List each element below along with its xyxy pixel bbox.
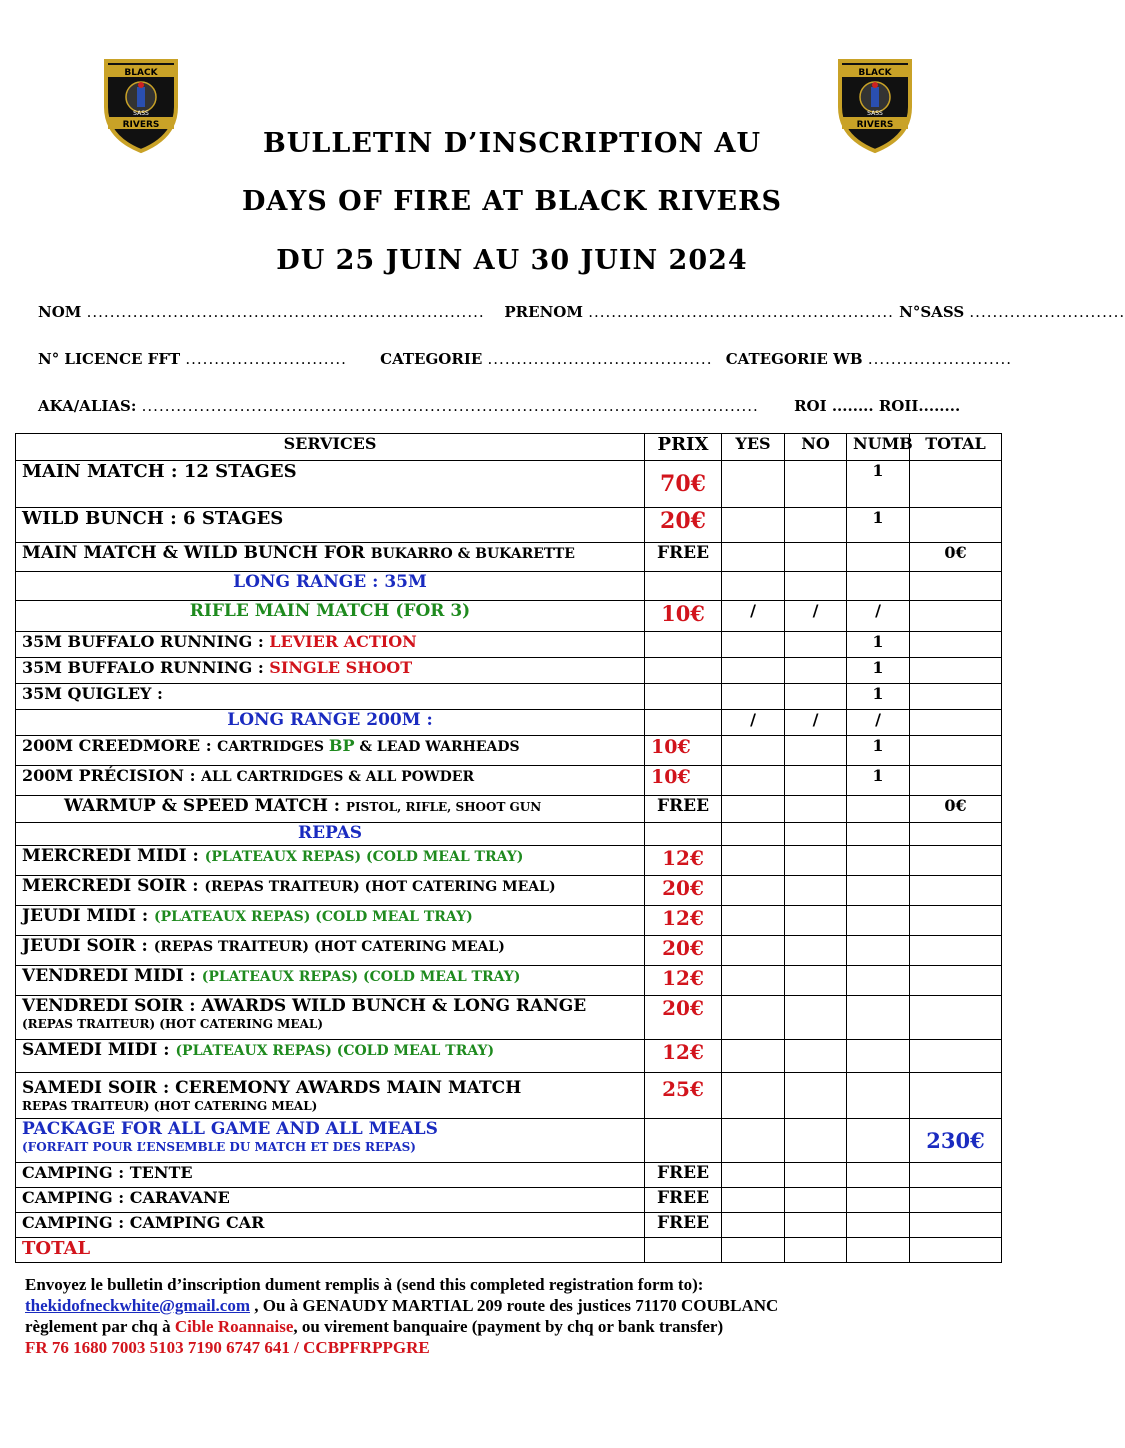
- warmup-label: [16, 796, 645, 823]
- meal-yes[interactable]: [722, 906, 785, 936]
- meal-desc: (PLATEAUX REPAS) (COLD MEAL TRAY): [204, 849, 524, 865]
- header-prix: PRIX: [645, 434, 722, 461]
- table-row: [16, 1188, 1002, 1213]
- fields-row-2: [38, 350, 1012, 368]
- buffalo-levier-label: [16, 632, 645, 658]
- nom-field[interactable]: .....................................................................: [86, 303, 491, 321]
- table-row: [16, 710, 1002, 736]
- package-numb[interactable]: [847, 1119, 910, 1163]
- meal-no[interactable]: [785, 1040, 847, 1073]
- fields-row-3: [38, 397, 960, 415]
- meal-yes[interactable]: [722, 846, 785, 876]
- quigley-no[interactable]: [785, 684, 847, 710]
- meal-no[interactable]: [785, 936, 847, 966]
- meal-no[interactable]: [785, 1073, 847, 1119]
- meal-numb[interactable]: [847, 1040, 910, 1073]
- table-row: [16, 1119, 1002, 1163]
- header-numb: NUMB: [847, 434, 910, 461]
- meal-yes[interactable]: [722, 996, 785, 1040]
- table-row: [16, 936, 1002, 966]
- logo-text-black: BLACK: [858, 68, 892, 78]
- grand-total-field[interactable]: [910, 1238, 1002, 1263]
- main-match-numb: 1: [847, 461, 910, 508]
- aka-field[interactable]: ...........................................................................................................: [141, 397, 759, 415]
- buffalo-levier-total[interactable]: [910, 632, 1002, 658]
- main-match-prix: 70€: [645, 461, 722, 508]
- total-label: TOTAL: [16, 1238, 645, 1263]
- meal-label: [16, 906, 645, 936]
- bukarro-total: 0€: [910, 543, 1002, 572]
- package-sub: (FORFAIT POUR L’ENSEMBLE DU MATCH ET DES REPAS): [22, 1140, 416, 1154]
- meal-day: MERCREDI MIDI :: [22, 846, 205, 866]
- meal-total[interactable]: [910, 1073, 1002, 1119]
- meal-day: JEUDI SOIR :: [22, 936, 154, 956]
- title-line-2: DAYS OF FIRE AT BLACK RIVERS: [241, 186, 783, 217]
- buffalo-single-yes[interactable]: [722, 658, 785, 684]
- header-services: SERVICES: [16, 434, 645, 461]
- rifle-prix: 10€: [645, 601, 722, 632]
- meal-no[interactable]: [785, 876, 847, 906]
- camping-yes[interactable]: [722, 1188, 785, 1213]
- meal-no[interactable]: [785, 906, 847, 936]
- long-range-35-heading: LONG RANGE : 35M: [16, 572, 645, 601]
- precision-no[interactable]: [785, 766, 847, 796]
- camping-prix: FREE: [645, 1213, 722, 1238]
- wild-bunch-total[interactable]: [910, 508, 1002, 543]
- table-row: [16, 601, 1002, 632]
- prenom-field[interactable]: .....................................................: [588, 303, 894, 321]
- samedi-soir-label: [16, 1073, 645, 1119]
- buffalo-single-text: 35M BUFFALO RUNNING :: [22, 658, 270, 677]
- meal-day: JEUDI MIDI :: [22, 906, 155, 926]
- samedi-midi-day: SAMEDI MIDI :: [22, 1040, 176, 1060]
- footer-line-1: Envoyez le bulletin d’inscription dument remplis à (send this completed registration form to):: [25, 1275, 704, 1294]
- table-row: [16, 572, 1002, 601]
- samedi-soir-prix: 25€: [645, 1073, 722, 1119]
- wild-bunch-numb: 1: [847, 508, 910, 543]
- buffalo-single-total[interactable]: [910, 658, 1002, 684]
- wild-bunch-label: WILD BUNCH : 6 STAGES: [16, 508, 645, 543]
- footer-club: Cible Roannaise: [174, 1317, 294, 1336]
- buffalo-levier-no[interactable]: [785, 632, 847, 658]
- nom-label: NOM: [38, 303, 82, 321]
- camping-yes[interactable]: [722, 1163, 785, 1188]
- meal-prix: 12€: [645, 966, 722, 996]
- aka-label: AKA/ALIAS:: [38, 397, 137, 415]
- meal-day: MERCREDI SOIR :: [22, 876, 205, 896]
- meal-desc: (PLATEAUX REPAS) (COLD MEAL TRAY): [201, 969, 521, 985]
- vendredi-soir-prix: 20€: [645, 996, 722, 1040]
- buffalo-single-numb: 1: [847, 658, 910, 684]
- meal-numb[interactable]: [847, 1073, 910, 1119]
- categorie-wb-field[interactable]: .........................: [867, 350, 1013, 368]
- buffalo-levier-yes[interactable]: [722, 632, 785, 658]
- creedmore-total[interactable]: [910, 736, 1002, 766]
- services-table: [15, 433, 1002, 1263]
- camping-prix: FREE: [645, 1163, 722, 1188]
- rifle-label: RIFLE MAIN MATCH (FOR 3): [16, 601, 645, 632]
- header-total: TOTAL: [910, 434, 1002, 461]
- warmup-prix: FREE: [645, 796, 722, 823]
- meal-prix: 20€: [645, 936, 722, 966]
- categorie-wb-label: CATEGORIE WB: [725, 350, 863, 368]
- footer-payment-b: , ou virement banquaire (payment by chq or bank transfer): [293, 1317, 724, 1336]
- meal-no[interactable]: [785, 846, 847, 876]
- creedmore-detail-b: & LEAD WARHEADS: [354, 739, 520, 755]
- precision-label: [16, 766, 645, 796]
- samedi-midi-prix: 12€: [645, 1040, 722, 1073]
- meal-label: [16, 876, 645, 906]
- camping-label: CAMPING : TENTE: [16, 1163, 645, 1188]
- logo-text-rivers: RIVERS: [856, 120, 894, 130]
- fields-row-1: [38, 303, 1125, 321]
- table-row: [16, 1040, 1002, 1073]
- licence-label: N° LICENCE FFT: [38, 350, 181, 368]
- table-row: [16, 876, 1002, 906]
- buffalo-levier-detail: LEVIER ACTION: [269, 632, 417, 651]
- meal-yes[interactable]: [722, 936, 785, 966]
- rifle-yes: /: [722, 601, 785, 632]
- meal-yes[interactable]: [722, 966, 785, 996]
- nsass-field[interactable]: ...........................: [969, 303, 1125, 321]
- rifle-numb: /: [847, 601, 910, 632]
- meal-yes[interactable]: [722, 876, 785, 906]
- rifle-no: /: [785, 601, 847, 632]
- meal-desc: (PLATEAUX REPAS) (COLD MEAL TRAY): [154, 909, 473, 925]
- camping-numb[interactable]: [847, 1213, 910, 1238]
- table-row: [16, 1213, 1002, 1238]
- buffalo-levier-numb: 1: [847, 632, 910, 658]
- meal-numb[interactable]: [847, 906, 910, 936]
- bukarro-numb[interactable]: [847, 543, 910, 572]
- title-line-1: BULLETIN D’INSCRIPTION AU: [262, 128, 761, 159]
- meal-label: [16, 846, 645, 876]
- camping-label: CAMPING : CARAVANE: [16, 1188, 645, 1213]
- camping-no[interactable]: [785, 1213, 847, 1238]
- bukarro-label-b: BUKARRO & BUKARETTE: [370, 546, 575, 562]
- buffalo-single-no[interactable]: [785, 658, 847, 684]
- meal-day: VENDREDI MIDI :: [22, 966, 202, 986]
- creedmore-detail-a: CARTRIDGES: [217, 739, 329, 755]
- warmup-yes[interactable]: [722, 796, 785, 823]
- quigley-numb: 1: [847, 684, 910, 710]
- meal-prix: 20€: [645, 876, 722, 906]
- warmup-total: 0€: [910, 796, 1002, 823]
- table-row: [16, 508, 1002, 543]
- header-yes: YES: [722, 434, 785, 461]
- meal-prix: 12€: [645, 846, 722, 876]
- table-row: [16, 823, 1002, 846]
- meal-no[interactable]: [785, 996, 847, 1040]
- meal-total[interactable]: [910, 876, 1002, 906]
- roi-label[interactable]: ROI ........ ROII........: [794, 397, 961, 415]
- warmup-text: WARMUP & SPEED MATCH :: [64, 796, 347, 816]
- logo-text-rivers: RIVERS: [122, 120, 160, 130]
- table-row: [16, 846, 1002, 876]
- categorie-label: CATEGORIE: [380, 350, 483, 368]
- main-match-label: MAIN MATCH : 12 STAGES: [16, 461, 645, 508]
- samedi-midi-desc: (PLATEAUX REPAS) (COLD MEAL TRAY): [175, 1043, 495, 1059]
- footer-iban: FR 76 1680 7003 5103 7190 6747 641 / CCBPFRPPGRE: [25, 1338, 430, 1357]
- creedmore-prix: 10€: [645, 736, 722, 766]
- table-row: [16, 766, 1002, 796]
- camping-numb[interactable]: [847, 1163, 910, 1188]
- lr200-no: /: [785, 710, 847, 736]
- package-total: 230€: [910, 1119, 1002, 1163]
- wild-bunch-prix: 20€: [645, 508, 722, 543]
- precision-numb: 1: [847, 766, 910, 796]
- table-row: [16, 1238, 1002, 1263]
- meal-total[interactable]: [910, 1040, 1002, 1073]
- meal-prix: 12€: [645, 906, 722, 936]
- vendredi-soir-sub: (REPAS TRAITEUR) (HOT CATERING MEAL): [22, 1017, 323, 1031]
- quigley-yes[interactable]: [722, 684, 785, 710]
- bukarro-label: [16, 543, 645, 572]
- precision-detail: ALL CARTRIDGES & ALL POWDER: [201, 769, 475, 785]
- meal-label: [16, 936, 645, 966]
- meal-numb[interactable]: [847, 936, 910, 966]
- camping-total[interactable]: [910, 1188, 1002, 1213]
- creedmore-no[interactable]: [785, 736, 847, 766]
- meal-total[interactable]: [910, 996, 1002, 1040]
- main-match-no[interactable]: [785, 461, 847, 508]
- meal-yes[interactable]: [722, 1040, 785, 1073]
- meal-label: [16, 966, 645, 996]
- camping-total[interactable]: [910, 1163, 1002, 1188]
- repas-heading: REPAS: [16, 823, 645, 846]
- logo-text-black: BLACK: [124, 68, 158, 78]
- table-row: [16, 658, 1002, 684]
- warmup-no[interactable]: [785, 796, 847, 823]
- creedmore-text: 200M CREEDMORE :: [22, 736, 218, 755]
- lr200-yes: /: [722, 710, 785, 736]
- bukarro-prix: FREE: [645, 543, 722, 572]
- package-yes[interactable]: [722, 1119, 785, 1163]
- meal-total[interactable]: [910, 846, 1002, 876]
- warmup-numb[interactable]: [847, 796, 910, 823]
- camping-yes[interactable]: [722, 1213, 785, 1238]
- quigley-label: 35M QUIGLEY :: [16, 684, 645, 710]
- logo-text-sass: SASS: [133, 110, 149, 117]
- table-row: [16, 632, 1002, 658]
- buffalo-single-label: [16, 658, 645, 684]
- meal-total[interactable]: [910, 936, 1002, 966]
- bukarro-yes[interactable]: [722, 543, 785, 572]
- nsass-label: N°SASS: [899, 303, 965, 321]
- package-label: [16, 1119, 645, 1163]
- table-row: [16, 906, 1002, 936]
- vendredi-soir-title: VENDREDI SOIR : AWARDS WILD BUNCH & LONG RANGE: [22, 996, 587, 1016]
- meal-total[interactable]: [910, 906, 1002, 936]
- buffalo-single-detail: SINGLE SHOOT: [269, 658, 413, 677]
- long-range-200-heading: LONG RANGE 200M :: [16, 710, 645, 736]
- creedmore-yes[interactable]: [722, 736, 785, 766]
- footer-payment-a: règlement par chq à: [25, 1317, 175, 1336]
- buffalo-levier-text: 35M BUFFALO RUNNING :: [22, 632, 270, 651]
- lr200-numb: /: [847, 710, 910, 736]
- camping-numb[interactable]: [847, 1188, 910, 1213]
- precision-text: 200M PRÉCISION :: [22, 766, 202, 785]
- bukarro-no[interactable]: [785, 543, 847, 572]
- package-title: PACKAGE FOR ALL GAME AND ALL MEALS: [22, 1119, 438, 1139]
- camping-total[interactable]: [910, 1213, 1002, 1238]
- package-no[interactable]: [785, 1119, 847, 1163]
- footer-address: , Ou à GENAUDY MARTIAL 209 route des justices 71170 COUBLANC: [250, 1296, 779, 1315]
- meal-numb[interactable]: [847, 996, 910, 1040]
- footer-line-2: [25, 1295, 1005, 1316]
- quigley-total[interactable]: [910, 684, 1002, 710]
- creedmore-label: [16, 736, 645, 766]
- main-match-total[interactable]: [910, 461, 1002, 508]
- title-line-3: DU 25 JUIN AU 30 JUIN 2024: [276, 245, 748, 276]
- licence-field[interactable]: ............................: [185, 350, 347, 368]
- bukarro-label-a: MAIN MATCH & WILD BUNCH FOR: [22, 543, 371, 563]
- meal-numb[interactable]: [847, 876, 910, 906]
- warmup-detail: PISTOL, RIFLE, SHOOT GUN: [346, 800, 542, 814]
- precision-total[interactable]: [910, 766, 1002, 796]
- main-match-yes[interactable]: [722, 461, 785, 508]
- table-row: [16, 461, 1002, 508]
- header-no: NO: [785, 434, 847, 461]
- footer-line-3: [25, 1316, 1005, 1337]
- table-row: [16, 684, 1002, 710]
- wild-bunch-yes[interactable]: [722, 508, 785, 543]
- camping-prix: FREE: [645, 1188, 722, 1213]
- footer-instructions: [25, 1274, 1005, 1358]
- camping-no[interactable]: [785, 1188, 847, 1213]
- precision-prix: 10€: [645, 766, 722, 796]
- meal-no[interactable]: [785, 966, 847, 996]
- camping-label: CAMPING : CAMPING CAR: [16, 1213, 645, 1238]
- logo-text-sass: SASS: [867, 110, 883, 117]
- table-row: [16, 1163, 1002, 1188]
- camping-no[interactable]: [785, 1163, 847, 1188]
- prenom-label: PRENOM: [504, 303, 583, 321]
- rifle-total[interactable]: [910, 601, 1002, 632]
- meal-desc: (REPAS TRAITEUR) (HOT CATERING MEAL): [153, 939, 505, 955]
- categorie-field[interactable]: .......................................: [487, 350, 713, 368]
- creedmore-numb: 1: [847, 736, 910, 766]
- table-row: [16, 543, 1002, 572]
- table-row: [16, 966, 1002, 996]
- precision-yes[interactable]: [722, 766, 785, 796]
- meal-total[interactable]: [910, 966, 1002, 996]
- meal-yes[interactable]: [722, 1073, 785, 1119]
- table-row: [16, 736, 1002, 766]
- table-row: [16, 1073, 1002, 1119]
- meal-numb[interactable]: [847, 846, 910, 876]
- table-row: [16, 796, 1002, 823]
- creedmore-bp: BP: [328, 736, 355, 755]
- table-header-row: [16, 434, 1002, 461]
- contact-email-link[interactable]: thekidofneckwhite@gmail.com: [25, 1296, 250, 1315]
- samedi-soir-title: SAMEDI SOIR : CEREMONY AWARDS MAIN MATCH: [22, 1078, 522, 1098]
- wild-bunch-no[interactable]: [785, 508, 847, 543]
- samedi-midi-label: [16, 1040, 645, 1073]
- samedi-soir-sub: REPAS TRAITEUR) (HOT CATERING MEAL): [22, 1099, 318, 1113]
- meal-numb[interactable]: [847, 966, 910, 996]
- table-row: [16, 996, 1002, 1040]
- vendredi-soir-label: [16, 996, 645, 1040]
- meal-desc: (REPAS TRAITEUR) (HOT CATERING MEAL): [204, 879, 556, 895]
